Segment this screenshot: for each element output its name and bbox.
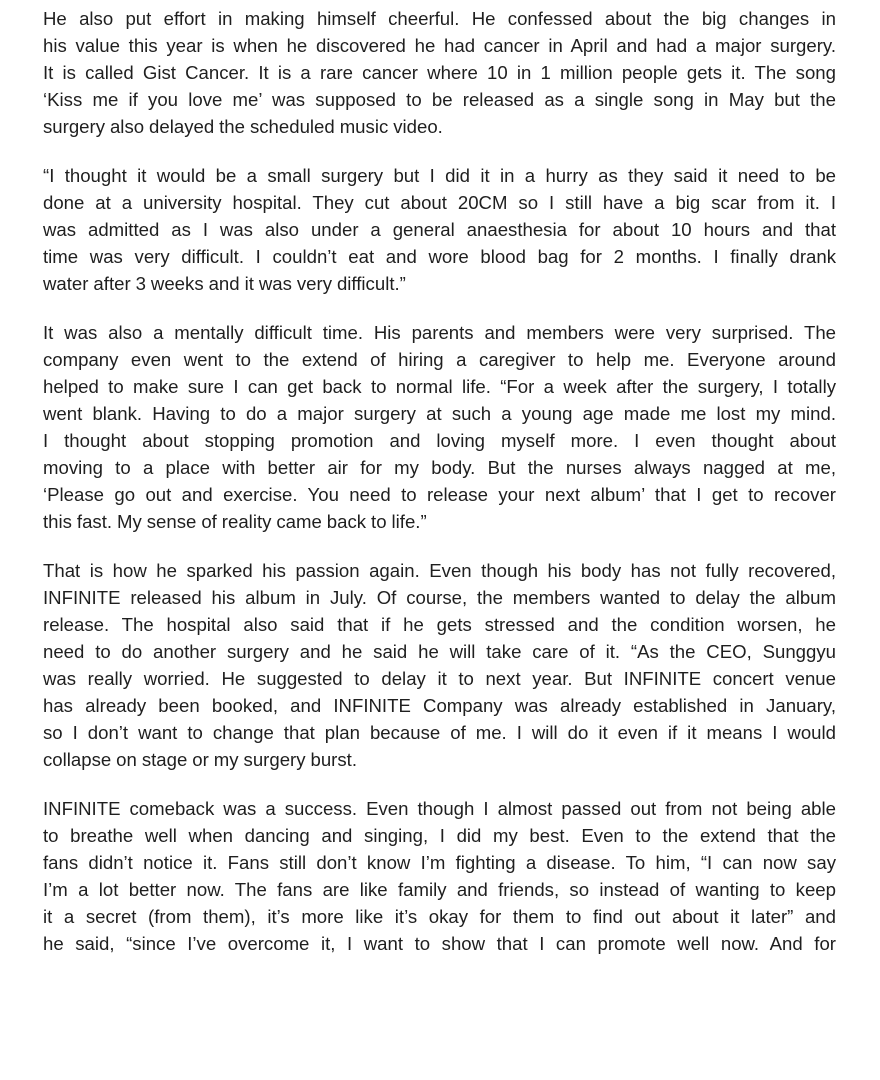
text-line: “I thought it would be a small surgery but I did it in a hurry as they said it need to be bbox=[43, 165, 836, 186]
paragraph-2 bbox=[43, 162, 836, 297]
text-line: It was also a mentally difficult time. His parents and members were very surprised. The bbox=[43, 322, 836, 343]
text-line: water after 3 weeks and it was very difficult.” bbox=[43, 273, 406, 294]
text-line: has already been booked, and INFINITE Company was already established in January, bbox=[43, 695, 836, 716]
text-line: ‘Please go out and exercise. You need to release your next album’ that I get to recover bbox=[43, 484, 836, 505]
text-line: it a secret (from them), it’s more like it’s okay for them to find out about it later” and bbox=[43, 906, 836, 927]
text-line: INFINITE comeback was a success. Even though I almost passed out from not being able bbox=[43, 798, 836, 819]
paragraph-5 bbox=[43, 795, 836, 957]
text-line: he said, “since I’ve overcome it, I want to show that I can promote well now. And for bbox=[43, 933, 836, 954]
text-line: INFINITE released his album in July. Of course, the members wanted to delay the album bbox=[43, 587, 836, 608]
text-line: ‘Kiss me if you love me’ was supposed to be released as a single song in May but the bbox=[43, 89, 836, 110]
text-line: surgery also delayed the scheduled music video. bbox=[43, 116, 443, 137]
text-line: I’m a lot better now. The fans are like family and friends, so instead of wanting to keep bbox=[43, 879, 836, 900]
text-line: That is how he sparked his passion again. Even though his body has not fully recovered, bbox=[43, 560, 836, 581]
text-line: his value this year is when he discovered he had cancer in April and had a major surgery. bbox=[43, 35, 836, 56]
text-line: to breathe well when dancing and singing, I did my best. Even to the extend that the bbox=[43, 825, 836, 846]
text-line: release. The hospital also said that if he gets stressed and the condition worsen, he bbox=[43, 614, 836, 635]
text-line: so I don’t want to change that plan because of me. I will do it even if it means I would bbox=[43, 722, 836, 743]
text-line: It is called Gist Cancer. It is a rare cancer where 10 in 1 million people gets it. The song bbox=[43, 62, 836, 83]
text-line: went blank. Having to do a major surgery at such a young age made me lost my mind. bbox=[43, 403, 836, 424]
text-line: company even went to the extend of hiring a caregiver to help me. Everyone around bbox=[43, 349, 836, 370]
paragraph-4 bbox=[43, 557, 836, 773]
text-line: was really worried. He suggested to delay it to next year. But INFINITE concert venue bbox=[43, 668, 836, 689]
text-line: done at a university hospital. They cut about 20CM so I still have a big scar from it. I bbox=[43, 192, 836, 213]
text-line: collapse on stage or my surgery burst. bbox=[43, 749, 358, 770]
text-line: helped to make sure I can get back to normal life. “For a week after the surgery, I totally bbox=[43, 376, 836, 397]
text-line: fans didn’t notice it. Fans still don’t know I’m fighting a disease. To him, “I can now say bbox=[43, 852, 836, 873]
text-line: I thought about stopping promotion and loving myself more. I even thought about bbox=[43, 430, 836, 451]
paragraph-3 bbox=[43, 319, 836, 535]
text-line: this fast. My sense of reality came back to life.” bbox=[43, 511, 427, 532]
text-line: He also put effort in making himself cheerful. He confessed about the big changes in bbox=[43, 8, 836, 29]
text-line: was admitted as I was also under a general anaesthesia for about 10 hours and that bbox=[43, 219, 836, 240]
paragraph-1 bbox=[43, 5, 836, 140]
text-line: need to do another surgery and he said he will take care of it. “As the CEO, Sunggyu bbox=[43, 641, 836, 662]
text-line: moving to a place with better air for my body. But the nurses always nagged at me, bbox=[43, 457, 836, 478]
text-line: time was very difficult. I couldn’t eat and wore blood bag for 2 months. I finally drank bbox=[43, 246, 836, 267]
